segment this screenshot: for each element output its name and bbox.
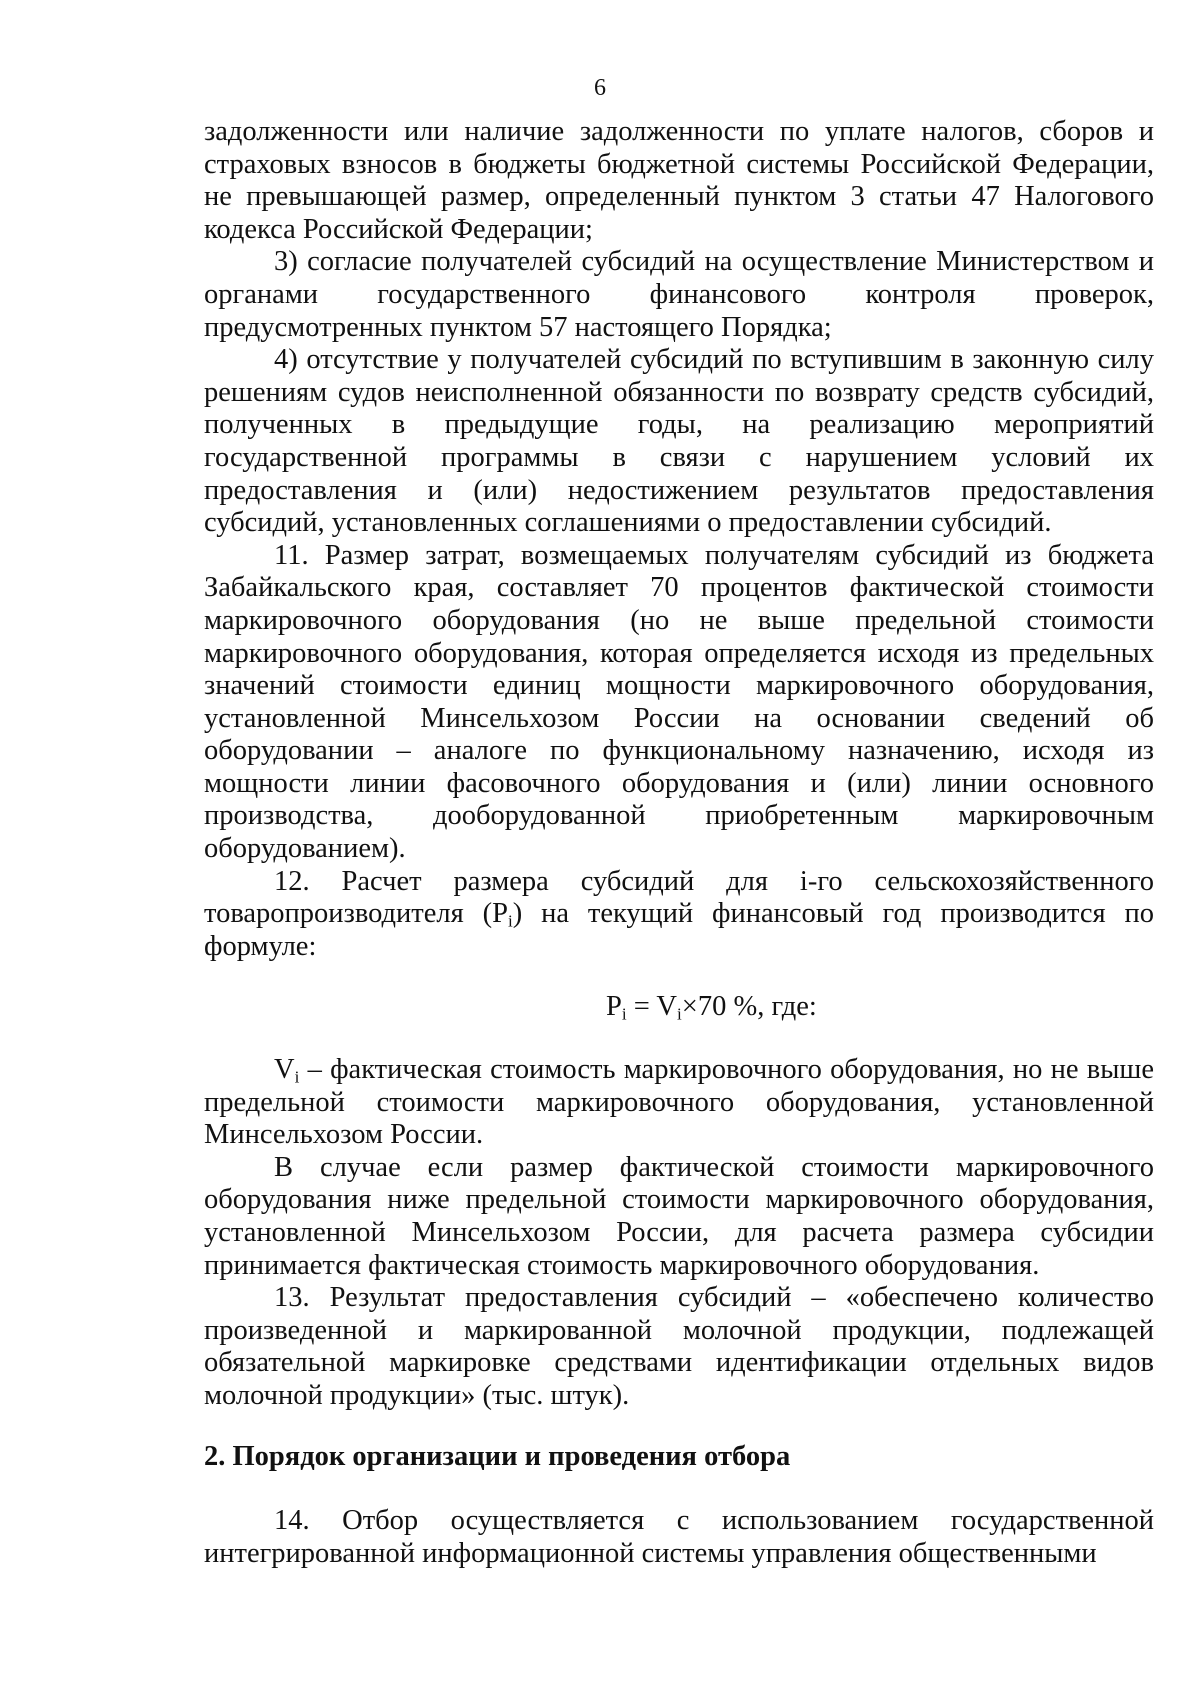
paragraph-vi-definition [204,1054,1154,1152]
vi-definition-text: – фактическая стоимость маркировочного оборудования, но не выше предельной стоимости маркировочного оборудования, установленной Минсельхозом России. [204,1054,1154,1151]
paragraph-item-11-cost-size: 11. Размер затрат, возмещаемых получателям субсидий из бюджета Забайкальского края, составляет 70 процентов фактической стоимости маркировочного оборудования (но не выше предельной стоимости маркировочного оборудования, которая определяется исходя из предельных значений стоимости единиц мощности маркировочного оборудования, установленной Минсельхозом России на основании сведений об оборудовании – аналоге по функциональному назначению, исходя из мощности линии фасовочного оборудования и (или) линии основного производства, дооборудованной приобретенным маркировочным оборудованием). [204,539,1154,865]
calc-text-before: 12. Расчет размера субсидий для i-го сельскохозяйственного товаропроизводителя (P [204,865,1154,930]
paragraph-consent-inspections: 3) согласие получателей субсидий на осуществление Министерством и органами государственного финансового контроля проверок, предусмотренных пунктом 57 настоящего Порядка; [204,246,1154,343]
vi-subscript: i [294,1067,300,1087]
formula-rhs-subscript: i [677,1004,682,1024]
paragraph-actual-cost-case: В случае если размер фактической стоимости маркировочного оборудования ниже предельной стоимости маркировочного оборудования, установленной Минсельхозом России, для расчета размера субсидии принимается фактическая стоимость маркировочного оборудования. [204,1151,1154,1281]
vi-symbol: V [274,1054,295,1086]
formula-lhs-subscript: i [621,1004,627,1024]
paragraph-item-14-selection: 14. Отбор осуществляется с использованием государственной интегрированной информационной системы управления общественными [204,1505,1154,1569]
subsidy-formula [204,991,1154,1024]
paragraph-item-13-result: 13. Результат предоставления субсидий – «обеспечено количество произведенной и маркированной молочной продукции, подлежащей обязательной маркировке средствами идентификации отдельных видов молочной продукции» (тыс. штук). [204,1282,1154,1411]
page-number: 6 [594,75,606,101]
document-body [204,116,1154,1570]
formula-equals: = V [626,991,677,1023]
formula-lhs: P [606,991,622,1023]
paragraph-debt-condition: задолженности или наличие задолженности по уплате налогов, сборов и страховых взносов в бюджеты бюджетной системы Российской Федерации, не превышающей размер, определенный пунктом 3 статьи 47 Налогового кодекса Российской Федерации; [204,116,1154,245]
formula-rest: ×70 %, где: [681,991,817,1023]
calc-text-after: ) на текущий финансовый год производится по формуле: [204,898,1154,962]
paragraph-item-12-calculation [204,866,1154,964]
calc-subscript: i [507,911,513,931]
paragraph-no-unfulfilled-obligation: 4) отсутствие у получателей субсидий по вступившим в законную силу решениям судов неисполненной обязанности по возврату средств субсидий, полученных в предыдущие годы, на реализацию мероприятий государственной программы в связи с нарушением условий их предоставления и (или) недостижением результатов предоставления субсидий, установленных соглашениями о предоставлении субсидий. [204,344,1154,539]
section-heading: 2. Порядок организации и проведения отбора [204,1440,791,1472]
